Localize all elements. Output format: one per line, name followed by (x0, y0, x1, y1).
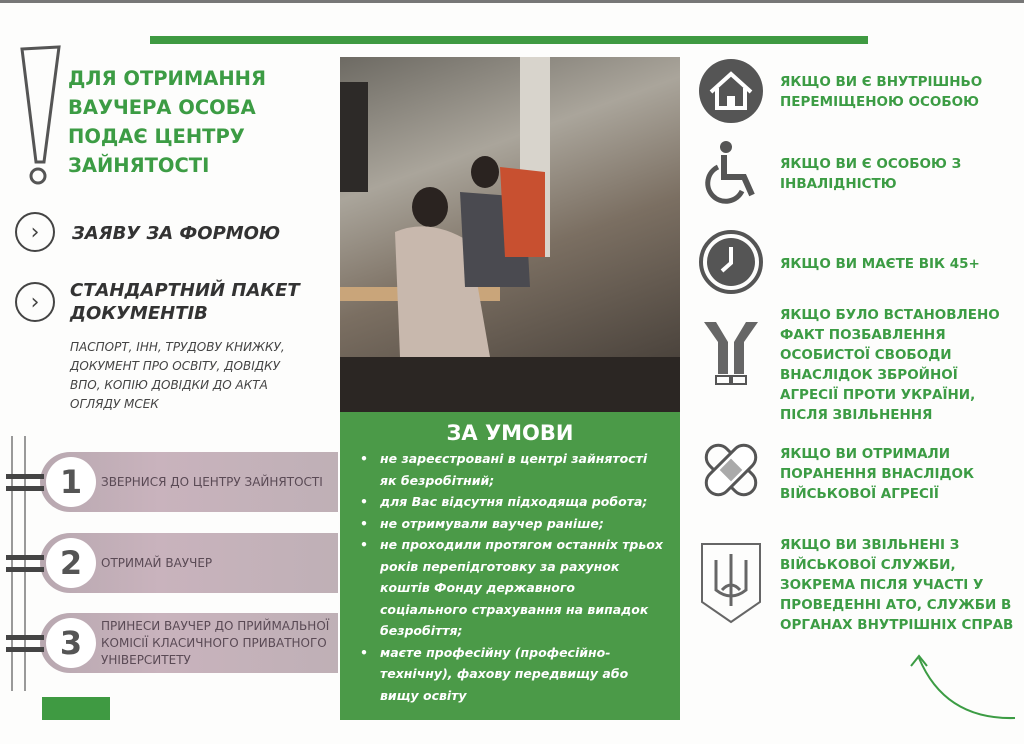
wheelchair-icon (697, 138, 765, 206)
green-header-bar (150, 36, 868, 44)
category-text: ЯКЩО БУЛО ВСТАНОВЛЕНО ФАКТ ПОЗБАВЛЕННЯ ОСОБИСТОЇ СВОБОДИ ВНАСЛІДОК ЗБРОЙНОЇ АГРЕСІЇ ПРОТИ УКРАЇНИ, ПІСЛЯ ЗВІЛЬНЕННЯ (780, 307, 1000, 423)
step-number: 3 (46, 618, 96, 668)
bandage-icon (697, 436, 765, 504)
category-text: ЯКЩО ВИ ОТРИМАЛИ ПОРАНЕННЯ ВНАСЛІДОК ВІЙСЬКОВОЇ АГРЕСІЇ (780, 446, 975, 502)
step-number: 2 (46, 538, 96, 588)
step-1 (40, 452, 338, 512)
document-item-title: ЗАЯВУ ЗА ФОРМОЮ (72, 223, 281, 244)
category-text: ЯКЩО ВИ МАЄТЕ ВІК 45+ (780, 256, 980, 272)
clock-icon (697, 228, 765, 296)
step-text: ЗВЕРНИСЯ ДО ЦЕНТРУ ЗАЙНЯТОСТІ (101, 474, 323, 489)
students-photo (340, 57, 680, 412)
document-item-title: СТАНДАРТНИЙ ПАКЕТ ДОКУМЕНТІВ (70, 280, 300, 324)
condition-item: • маєте професійну (професійно-технічну), фахову передвищу або вищу освіту (354, 642, 666, 707)
documents-details: ПАСПОРТ, ІНН, ТРУДОВУ КНИЖКУ, ДОКУМЕНТ ПРО ОСВІТУ, ДОВІДКУ ВПО, КОПІЮ ДОВІДКИ ДО АКТА ОГЛЯДУ МСЕК (70, 340, 285, 411)
chevron-right-icon: › (15, 212, 55, 252)
condition-item: • не отримували ваучер раніше; (354, 513, 666, 535)
timeline-tick (6, 555, 44, 560)
handcuffs-icon (697, 318, 765, 386)
timeline-tick (6, 486, 44, 491)
step-2 (40, 533, 338, 593)
trident-icon (697, 540, 765, 626)
step-3 (40, 613, 338, 673)
category-text: ЯКЩО ВИ Є ВНУТРІШНЬО ПЕРЕМІЩЕНОЮ ОСОБОЮ (780, 74, 983, 110)
timeline-tick (6, 647, 44, 652)
arrow-icon (905, 650, 1020, 725)
timeline-tick (6, 474, 44, 479)
condition-item: • для Вас відсутня підходяща робота; (354, 491, 666, 513)
exclamation-icon (14, 44, 64, 189)
category-text: ЯКЩО ВИ Є ОСОБОЮ З ІНВАЛІДНІСТЮ (780, 156, 962, 192)
condition-item: • не зареєстровані в центрі зайнятості як безробітний; (354, 448, 666, 491)
conditions-title: ЗА УМОВИ (446, 421, 574, 445)
condition-item: • не проходили протягом останніх трьох років перепідготовку за рахунок коштів Фонду державного соціального страхування на випадок безробіття; (354, 534, 666, 642)
timeline-tick (6, 567, 44, 572)
conditions-panel (340, 412, 680, 720)
top-border (0, 0, 1024, 3)
house-icon (697, 57, 765, 125)
green-accent-block (42, 697, 110, 720)
chevron-right-icon: › (15, 282, 55, 322)
timeline-tick (6, 635, 44, 640)
step-number: 1 (46, 457, 96, 507)
page-title: ДЛЯ ОТРИМАННЯ ВАУЧЕРА ОСОБА ПОДАЄ ЦЕНТРУ ЗАЙНЯТОСТІ (68, 67, 267, 177)
category-text: ЯКЩО ВИ ЗВІЛЬНЕНІ З ВІЙСЬКОВОЇ СЛУЖБИ, ЗОКРЕМА ПІСЛЯ УЧАСТІ У ПРОВЕДЕННІ АТО, СЛУЖБИ В ОРГАНАХ ВНУТРІШНІХ СПРАВ (780, 537, 1014, 633)
step-text: ОТРИМАЙ ВАУЧЕР (101, 555, 213, 570)
step-text: ПРИНЕСИ ВАУЧЕР ДО ПРИЙМАЛЬНОЇ КОМІСІЇ КЛАСИЧНОГО ПРИВАТНОГО УНІВЕРСИТЕТУ (101, 618, 330, 667)
